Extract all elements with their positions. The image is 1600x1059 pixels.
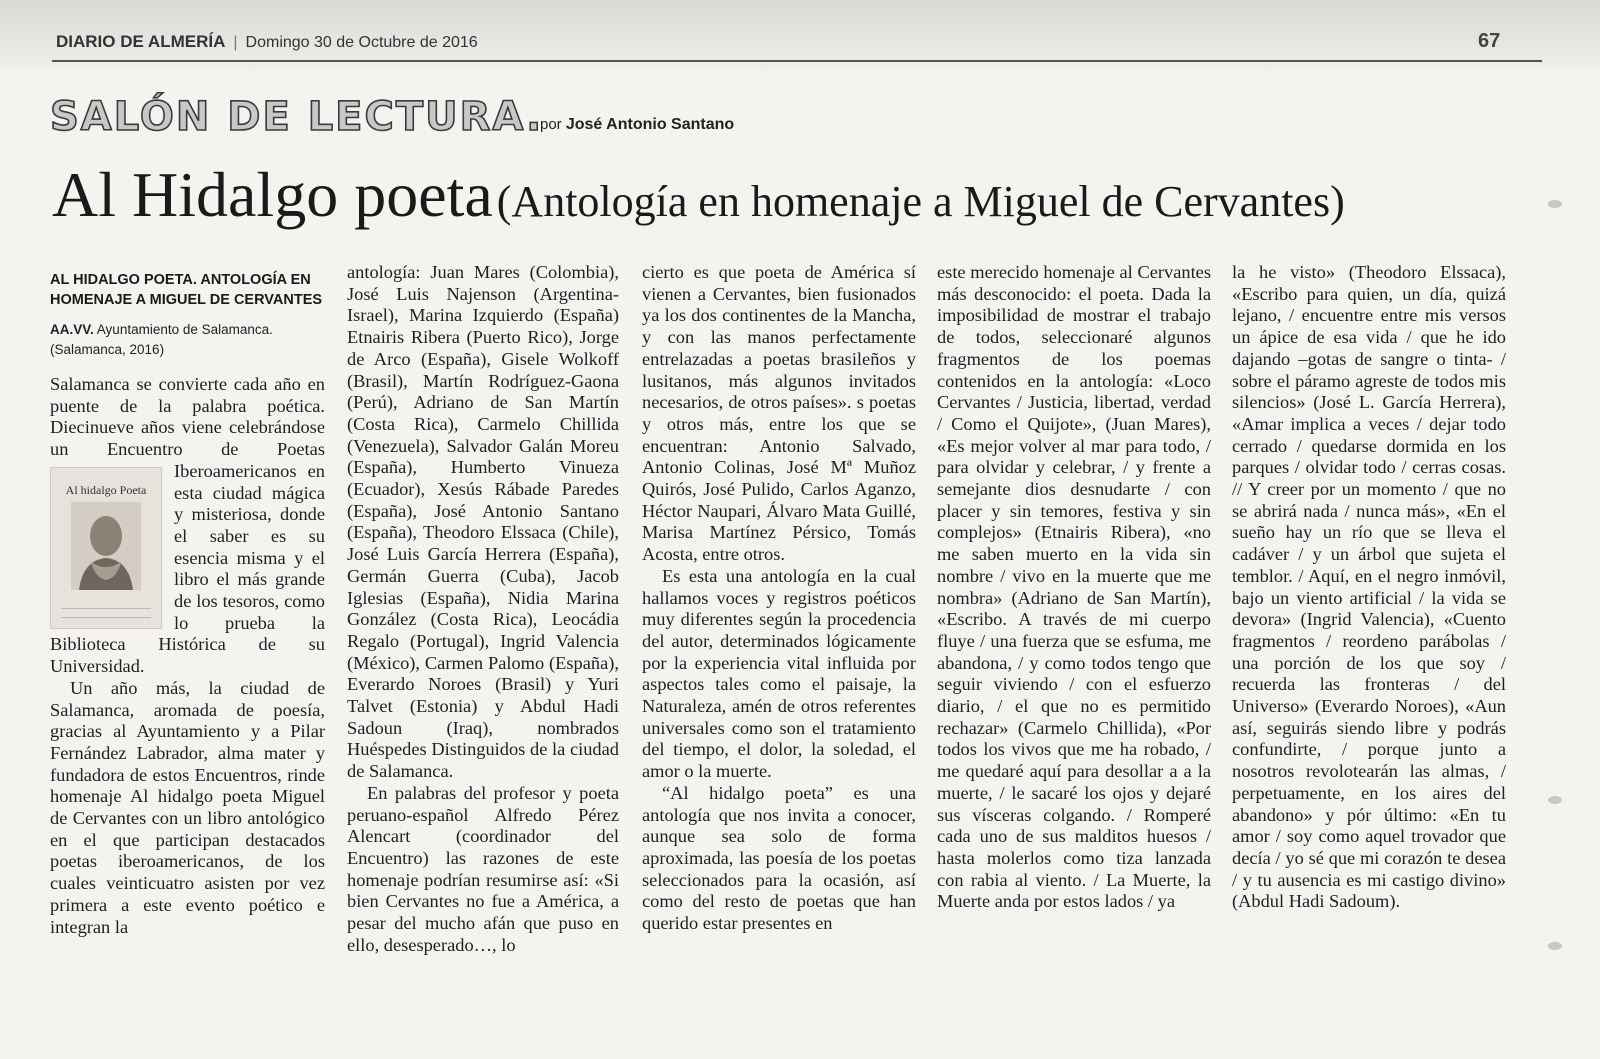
- punch-hole: [1548, 796, 1562, 804]
- article-column-2: [347, 262, 619, 957]
- headline-sub: (Antología en homenaje a Miguel de Cervantes): [496, 177, 1345, 226]
- book-meta: [50, 320, 325, 360]
- paragraph: cierto es que poeta de América sí vienen a Cervantes, bien fusionados ya los dos continentes de la Mancha, y con las manos perfectamente entrelazadas a poetas brasileños y lusitanos, más algunos invitados necesarios, de otros países». s poetas y otros más, entre los que se encuentran: Antonio Salvado, Antonio Colinas, José Mª Muñoz Quirós, José Pulido, Carlos Aganzo, Héctor Naupari, Álvaro Mata Guillé, Marisa Martínez Pérsico, Tomás Acosta, entre otros.: [642, 262, 916, 565]
- book-cover-image: [50, 467, 162, 629]
- byline-prefix: por: [540, 116, 562, 133]
- issue-date: Domingo 30 de Octubre de 2016: [245, 34, 478, 51]
- paragraph: la he visto» (Theodoro Elssaca), «Escribo para quien, un día, quizá lejano, / encuentre entre mis versos un ápice de esa vida / que he ido dajando –gotas de sangre o tinta- / sobre el páramo agreste de todos mis silencios» (José L. García Herrera), «Amar implica a veces / dejar todo cerrado / quedarse dormida en los parques / olvidar todo / cerras cosas. // Y creer por un momento / que no se abrirá nada / nunca más», «En el sueño hay un río que se lleva el cadáver / y un árbol que sujeta el temblor. / Aquí, en el negro inmóvil, bajo un viento artificial / la vida se devora» (Ingrid Valencia), «Cuento fragmentos / reordeno parábolas / una porción de los que soy / recuerda las fronteras / del Universo» (Everardo Noroes), «Aun así, seguirás siendo libre y podrás confundirte, / porque junto a nosotros revolotearán las almas, / perpetuamente, en los aires del abandono» y pór último: «En tu amor / soy como aquel trovador que decía / yo sé que mi corazón te desea / y tu ausencia es mi castigo divino» (Abdul Hadi Sadoum).: [1232, 262, 1506, 912]
- paragraph: En palabras del profesor y poeta peruano-español Alfredo Pérez Alencart (coordinador del Encuentro) las razones de este homenaje podrían resumirse así: «Si bien Cervantes no fue a América, a pesar del mucho afán que puso en ello, desesperado…, lo: [347, 782, 619, 955]
- paper-name: DIARIO DE ALMERÍA: [56, 32, 226, 51]
- header-rule: [52, 60, 1542, 62]
- book-cover-rule: [61, 608, 151, 618]
- book-publisher: Ayuntamiento de Salamanca. (Salamanca, 2016): [50, 322, 273, 357]
- paragraph-lead: Salamanca se convierte cada año en puente de la palabra poética. Diecinueve años viene celebrándose un Encuentro de Poetas: [50, 374, 325, 460]
- page-number: 67: [1478, 30, 1501, 52]
- article-column-4: [937, 262, 1211, 913]
- byline-author: José Antonio Santano: [565, 116, 735, 133]
- running-header: [56, 32, 478, 52]
- paragraph: Un año más, la ciudad de Salamanca, aromada de poesía, gracias al Ayuntamiento y a Pilar Fernández Labrador, alma mater y fundadora de estos Encuentros, rinde homenaje Al hidalgo poeta Miguel de Cervantes con un libro antológico en el que participan destacados poetas iberoamericanos, de los cuales veinticuatro asisten por vez primera a este evento poético e integran la: [50, 677, 325, 937]
- paragraph: este merecido homenaje al Cervantes más desconocido: el poeta. Dada la imposibilidad de mostrar el trabajo de todos, seleccionaré algunos fragmentos de los poemas contenidos en la antología: «Loco Cervantes / Justicia, libertad, verdad / Como el Quijote», (Juan Mares), «Es mejor volver al mar para todo, / para olvidar y celebrar, / y frente a semejante dios desnudarte / con placer y sin temores, festiva y sin complejos» (Etnairis Ribera), «no me saben muerto en la vida sin nombre / vivo en la muerte que me nombra» (Adriano de San Martín), «Escribo. A través de mi cuerpo fluye / una fuerza que se esfuma, me abandona, / y como todos tengo que seguir viviendo / con el esfuerzo diario, / el que no es permitido rechazar» (Carmelo Chillida), «Por todos los vivos que me ha robado, / me quedaré aquí para desollar a a la muerte, / le sacaré los ojos y dejaré sus vísceras colgando. / Romperé cada uno de sus malditos huesos / hasta molerlos como tiza lanzada con rabia al viento. / La Muerte, la Muerte anda por estos lados / ya: [937, 262, 1211, 912]
- headline-main: Al Hidalgo poeta: [52, 159, 493, 230]
- cervantes-portrait-icon: [71, 502, 141, 590]
- paragraph-rest: Iberoamericanos en esta ciudad mágica y misteriosa, donde el saber es su esencia misma y el libro el más grande de los tesoros, como lo prueba la Biblioteca Histórica de su Universidad.: [50, 460, 325, 677]
- article-column-5: [1232, 262, 1506, 913]
- header-separator: |: [233, 34, 238, 51]
- paragraph: [50, 374, 325, 678]
- headline: [52, 158, 1345, 232]
- book-authors: AA.VV.: [50, 322, 94, 337]
- paragraph: “Al hidalgo poeta” es una antología que nos invita a conocer, aunque sea solo de forma aproximada, las poesía de los poetas seleccionados para la ocasión, así como del resto de poetas que han querido estar presentes en: [642, 782, 916, 934]
- punch-hole: [1548, 942, 1562, 950]
- paragraph: antología: Juan Mares (Colombia), José Luis Najenson (Argentina-Israel), Marina Izquierdo (España) Etnairis Ribera (Puerto Rico), Jorge de Arco (España), Gisele Wolkoff (Brasil), Martín Rodríguez-Gaona (Perú), Adriano de San Martín (Costa Rica), Carmelo Chillida (Venezuela), Salvador Galán Moreu (España), Humberto Vinueza (Ecuador), Xesús Rábade Paredes (España), José Antonio Santano (España), Theodoro Elssaca (Chile), José Luis García Herrera (España), Germán Guerra (Cuba), Jacob Iglesias (España), Nidia Marina González (Costa Rica), Leocádia Regalo (Portugal), Ingrid Valencia (México), Carmen Palomo (España), Everardo Noroes (Brasil) y Yuri Talvet (Estonia) y Abdul Hadi Sadoun (Iraq), nombrados Huéspedes Distinguidos de la ciudad de Salamanca.: [347, 262, 619, 782]
- byline: [540, 116, 734, 134]
- book-title-block: AL HIDALGO POETA. ANTOLOGÍA EN HOMENAJE A MIGUEL DE CERVANTES: [50, 272, 323, 308]
- article-column-3: [642, 262, 916, 935]
- section-title: SALÓN DE LECTURA.: [50, 94, 544, 140]
- paragraph: Es esta una antología en la cual hallamos voces y registros poéticos muy diferentes según la procedencia del autor, determinados lógicamente por la experiencia vital influida por aspectos tales como el paisaje, la Naturaleza, amén de otros referentes universales como son el tratamiento del tiempo, el dolor, la soledad, el amor o la muerte.: [642, 565, 916, 782]
- article-column-1: [50, 262, 325, 938]
- book-cover-title: Al hidalgo Poeta: [65, 482, 147, 497]
- punch-hole: [1548, 200, 1562, 208]
